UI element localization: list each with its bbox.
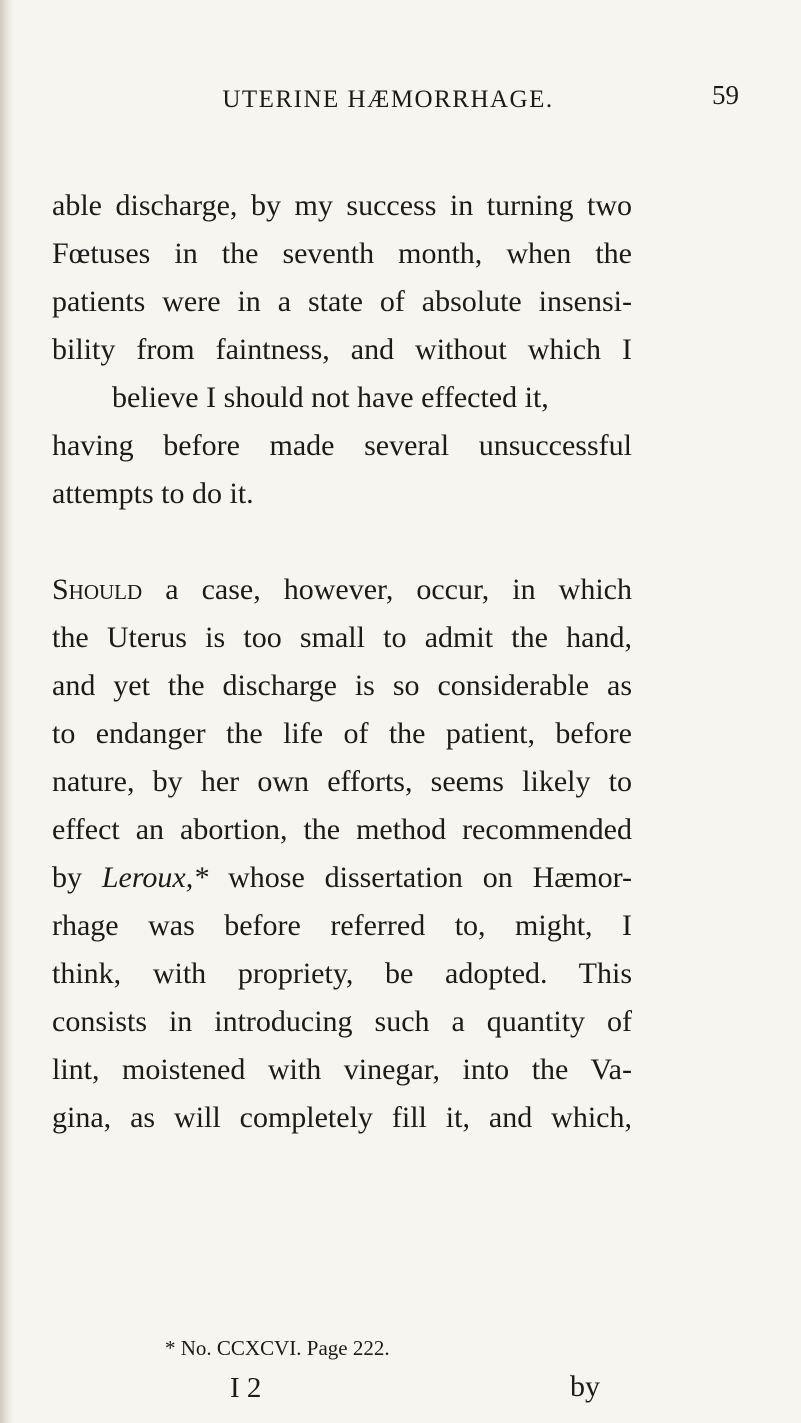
text-line: consists in introducing such a quantity of bbox=[52, 1005, 632, 1038]
text-line: and yet the discharge is so considerable as bbox=[52, 669, 632, 702]
text-line: gina, as will completely fill it, and which, bbox=[52, 1101, 632, 1134]
text-span: by bbox=[52, 861, 102, 894]
text-line: patients were in a state of absolute insensi- bbox=[52, 285, 632, 318]
text-line bbox=[52, 566, 632, 614]
text-line: to endanger the life of the patient, before bbox=[52, 717, 632, 750]
paragraph-lead-word: Should bbox=[52, 573, 143, 606]
text-line: Fœtuses in the seventh month, when the bbox=[52, 237, 632, 270]
text-span: a case, however, occur, in which bbox=[142, 573, 632, 606]
author-name: Leroux,* bbox=[101, 861, 209, 894]
text-line bbox=[52, 854, 632, 902]
page-number: 59 bbox=[712, 80, 739, 110]
text-line: think, with propriety, be adopted. This bbox=[52, 957, 632, 990]
catchword: by bbox=[570, 1370, 600, 1403]
text-line: nature, by her own efforts, seems likely to bbox=[52, 765, 632, 798]
page-gutter-shadow bbox=[0, 0, 14, 1423]
footnote: * No. CCXCVI. Page 222. bbox=[165, 1336, 390, 1360]
text-line: attempts to do it. bbox=[52, 477, 254, 510]
text-line: rhage was before referred to, might, I bbox=[52, 909, 632, 942]
text-line: bility from faintness, and without which I bbox=[52, 333, 632, 366]
text-line: having before made several unsuccessful bbox=[52, 429, 632, 462]
text-line: effect an abortion, the method recommended bbox=[52, 813, 632, 846]
signature-mark: I 2 bbox=[230, 1372, 262, 1404]
text-line: the Uterus is too small to admit the hand, bbox=[52, 621, 632, 654]
text-line: able discharge, by my success in turning two bbox=[52, 189, 632, 222]
body-text bbox=[52, 182, 632, 1142]
text-line: lint, moistened with vinegar, into the Va- bbox=[52, 1053, 632, 1086]
paragraph-gap bbox=[52, 518, 632, 566]
text-line: believe I should not have effected it, bbox=[112, 381, 549, 414]
text-span: whose dissertation on Hæmor- bbox=[208, 861, 633, 894]
running-title: UTERINE HÆMORRHAGE. bbox=[222, 86, 554, 113]
